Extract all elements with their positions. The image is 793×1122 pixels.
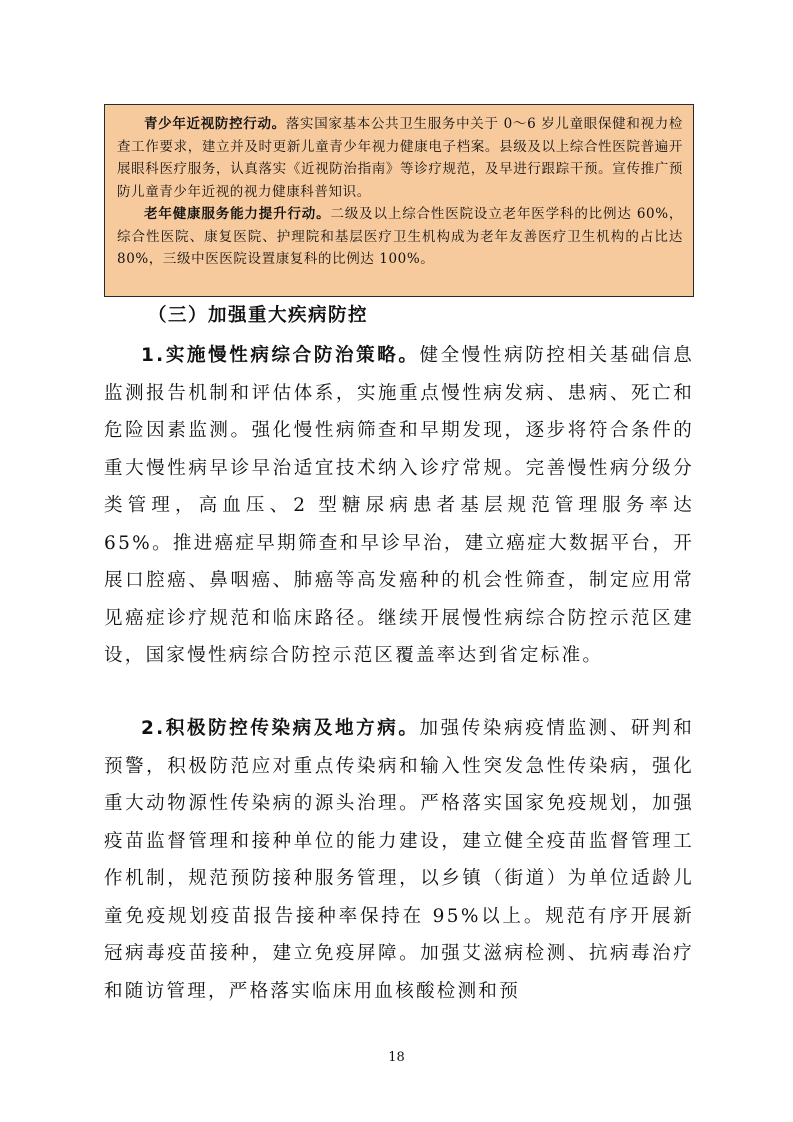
page-number: 18 — [388, 1050, 405, 1065]
section-heading: （三）加强重大疾病防控 — [148, 305, 369, 326]
paragraph-heading: 2.积极防控传染病及地方病。 — [141, 718, 420, 739]
paragraph-heading: 1.实施慢性病综合防治策略。 — [141, 345, 420, 366]
box-paragraph-myopia — [117, 113, 683, 203]
box-paragraph-heading: 青少年近视防控行动。 — [144, 116, 286, 132]
box-paragraph-body: 二级及以上综合性医院设立老年医学科的比例达 60%，综合性医院、康复医院、护理院和基层医疗卫生机构成为老年友善医疗卫生机构的占比达 80%，三级中医医院设置康复科的比例达 100%。 — [117, 206, 683, 267]
highlight-box — [104, 104, 694, 297]
paragraph-body: 健全慢性病防控相关基础信息监测报告机制和评估体系，实施重点慢性病发病、患病、死亡和危险因素监测。强化慢性病筛查和早期发现，逐步将符合条件的重大慢性病早诊早治适宜技术纳入诊疗常规。完善慢性病分级分类管理，高血压、2 型糖尿病患者基层规范管理服务率达 65%。推进癌症早期筛查和早诊早治，建立癌症大数据平台，开展口腔癌、鼻咽癌、肺癌等高发癌种的机会性筛查，制定应用常见癌症诊疗规范和临床路径。继续开展慢性病综合防控示范区建设，国家慢性病综合防控示范区覆盖率达到省定标准。 — [104, 345, 694, 666]
box-paragraph-elderly — [117, 203, 683, 271]
paragraph-body: 加强传染病疫情监测、研判和预警，积极防范应对重点传染病和输入性突发急性传染病，强化重大动物源性传染病的源头治理。严格落实国家免疫规划，加强疫苗监督管理和接种单位的能力建设，建立健全疫苗监督管理工作机制，规范预防接种服务管理，以乡镇（街道）为单位适龄儿童免疫规划疫苗报告接种率保持在 95%以上。规范有序开展新冠病毒疫苗接种，建立免疫屏障。加强艾滋病检测、抗病毒治疗和随访管理，严格落实临床用血核酸检测和预 — [104, 718, 694, 1002]
box-paragraph-body: 落实国家基本公共卫生服务中关于 0～6 岁儿童眼保健和视力检查工作要求，建立并及时更新儿童青少年视力健康电子档案。县级及以上综合性医院普遍开展眼科医疗服务，认真落实《近视防治指南》等诊疗规范，及早进行跟踪干预。宣传推广预防儿童青少年近视的视力健康科普知识。 — [117, 116, 684, 200]
paragraph-chronic-disease — [104, 337, 694, 675]
box-paragraph-heading: 老年健康服务能力提升行动。 — [144, 206, 331, 222]
paragraph-infectious-disease — [104, 710, 694, 1010]
